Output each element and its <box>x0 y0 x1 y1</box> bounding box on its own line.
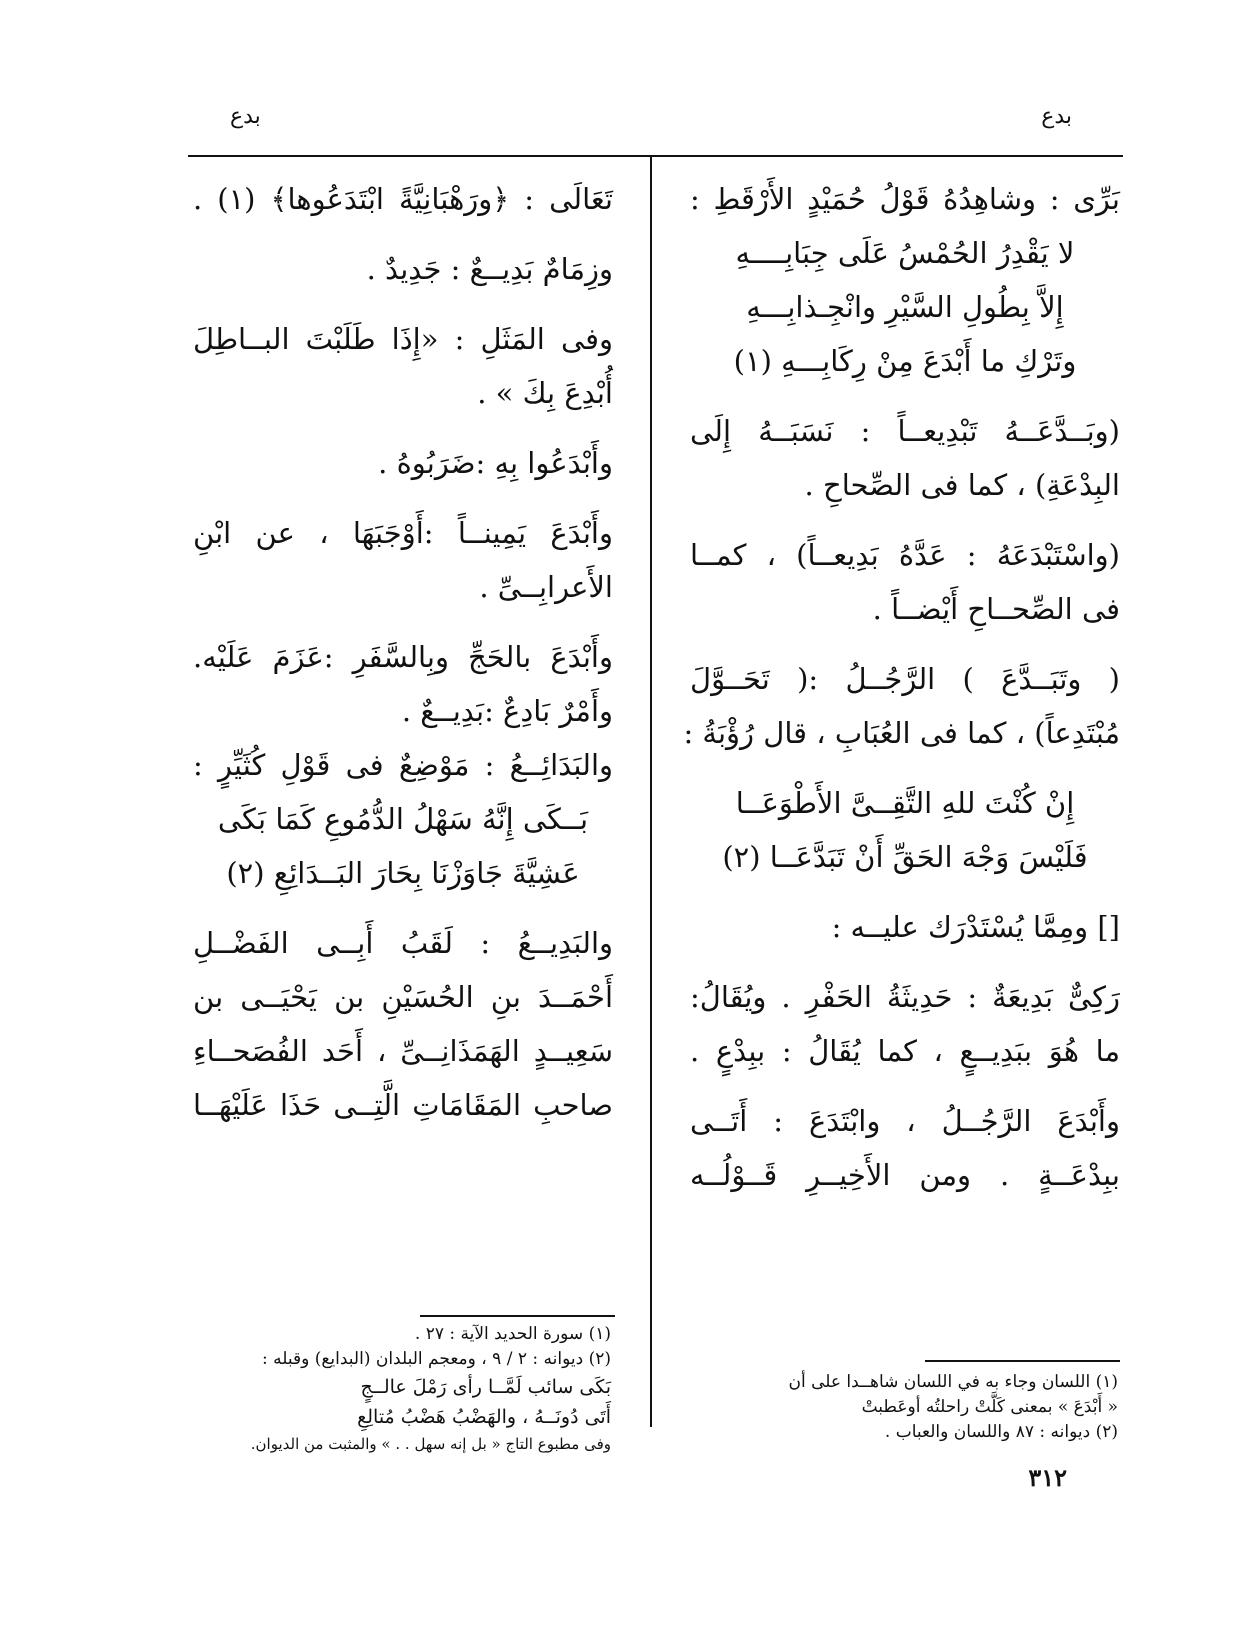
text-line: والبَدِيــعُ : لَقَبُ أَبِــى الفَضْــلِ <box>193 926 613 960</box>
text-line: ما هُوَ ببَدِيــعٍ ، كما يُقَالُ : ببِدْعٍ . <box>690 1034 1120 1068</box>
header-rule <box>188 155 1123 157</box>
text-line: وفى المَثَلِ : «إِذَا طَلَبْتَ البــاطِلَ <box>193 322 613 356</box>
text-line: (وبَــدَّعَــهُ تَبْدِيعــاً : نَسَبَــهُ إِلَى <box>690 414 1120 448</box>
text-line: أُبْدِعَ بِكَ » . <box>477 376 613 410</box>
text-line: البِدْعَةِ) ، كما فى الصِّحاحِ . <box>804 468 1120 502</box>
text-line: (واسْتَبْدَعَهُ : عَدَّهُ بَدِيعــاً) ، كمــا <box>690 538 1120 572</box>
text-line: وأَبْدَعَ يَمِينــاً :أَوْجَبَهَا ، عن ابْنِ <box>193 516 613 550</box>
footnote-line: « أَبْدَعَ » بمعنى كَلَّتْ راحلتُه أوعَطبتْ <box>861 1397 1118 1417</box>
right-column <box>683 172 1120 1202</box>
section-heading: [] ومِمَّا يُسْتَدْرَك عليــه : <box>831 910 1120 944</box>
text-line: ببِدْعَــةٍ . ومن الأَخِيــرِ قَــوْلُــه <box>690 1158 1120 1192</box>
page-number: ٣١٢ <box>1028 1463 1067 1492</box>
verse-line: فَلَيْسَ وَجْهَ الحَقِّ أَنْ تَبَدَّعَــا (٢) <box>722 840 1088 874</box>
running-header-left: بدع <box>230 104 261 129</box>
footnote-rule-left <box>420 1315 615 1317</box>
text-line: فى الصِّحــاحِ أَيْضــاً . <box>872 592 1120 626</box>
text-line: وأَبْدَعَ بالحَجِّ وبِالسَّفَرِ :عَزَمَ عَلَيْه. <box>193 640 613 674</box>
text-line: وأَمْرٌ بَادِعٌ :بَدِيــعٌ . <box>401 694 613 728</box>
verse-line: لا يَقْدِرُ الحُمْسُ عَلَى جِبَابِــــهِ <box>735 236 1075 270</box>
text-line: صاحبِ المَقَامَاتِ الَّتِــى حَذَا عَلَيْهَــا <box>193 1088 613 1122</box>
footnote-line: (٢) ديوانه : ٢ / ٩ ، ومعجم البلدان (البدايع) وقبله : <box>261 1349 611 1369</box>
footnote-line: (١) اللسان وجاء به في اللسان شاهــدا على أن <box>788 1372 1118 1392</box>
verse-line: بَــكَى إِنَّهُ سَهْلُ الدُّمُوعِ كَمَا بَكَى <box>217 802 589 836</box>
text-line: تَعَالَى : ﴿ورَهْبَانِيَّةً ابْتَدَعُوها﴾ (١) . <box>193 182 613 216</box>
verse-line: عَشِيَّةَ جَاوَزْنَا بِحَارَ البَــدَائِعِ (٢) <box>226 856 580 890</box>
text-line: وأَبْدَعَ الرَّجُــلُ ، وابْتَدَعَ : أَتَــى <box>690 1104 1120 1138</box>
verse-line: إِلاَّ بِطُولِ السَّيْرِ وانْجِـذابِـــهِ <box>746 290 1064 324</box>
text-line: بَرِّى : وشاهِدُهُ قَوْلُ حُمَيْدٍ الأَرْقَطِ : <box>690 182 1120 216</box>
text-line: وأَبْدَعُوا بِهِ :ضَرَبُوهُ . <box>378 446 613 480</box>
footnotes-right <box>690 1370 1118 1445</box>
text-line: أَحْمَــدَ بنِ الحُسَيْنِ بن يَحْيَــى بن <box>193 980 613 1014</box>
text-line: سَعِيــدٍ الهَمَذَانِــىِّ ، أَحَد الفُصَحــاءِ <box>193 1034 613 1068</box>
footnote-rule-right <box>925 1360 1120 1362</box>
footnote-line: وفى مطبوع التاج « بل إنه سهل . . » والمثبت من الديوان. <box>250 1435 611 1453</box>
footnote-line: (٢) ديوانه : ٨٧ واللسان والعباب . <box>884 1422 1118 1442</box>
running-header-right: بدع <box>1041 104 1072 129</box>
text-line: وزِمَامٌ بَدِيــعٌ : جَدِيدٌ . <box>366 252 613 286</box>
verse-line: إِنْ كُنْتَ للهِ التَّقِــىَّ الأَطْوَعَــا <box>735 786 1075 820</box>
text-line: ( وتَبَــدَّعَ ) الرَّجُــلُ :( تَحَــوَّلَ <box>690 662 1120 696</box>
footnote-line: (١) سورة الحديد الآية : ٢٧ . <box>414 1324 611 1344</box>
footnote-verse-line: أَتَى دُونَــهُ ، والهَضْبُ هَضْبُ مُتالِعِ <box>357 1406 611 1428</box>
verse-line: وتَرْكِ ما أَبْدَعَ مِنْ رِكَابِـــهِ (١) <box>733 344 1077 378</box>
footnotes-left <box>193 1322 611 1457</box>
text-line: الأَعرابِــىِّ . <box>479 570 613 604</box>
text-line: والبَدَائِــعُ : مَوْضِعٌ فى قَوْلِ كُثَيِّرٍ : <box>193 748 613 782</box>
text-line: مُبْتَدِعاً) ، كما فى العُبَابِ ، قال رُؤْبَةُ : <box>683 716 1120 750</box>
text-line: رَكِىٌّ بَدِيعَةٌ : حَدِيثَةُ الحَفْرِ . ويُقَالُ: <box>690 980 1120 1014</box>
column-divider <box>650 157 652 1427</box>
left-column <box>193 172 613 1132</box>
footnote-verse-line: بَكَى سائب لَمَّــا رأى رَمْلَ عالــجٍ <box>360 1376 611 1398</box>
